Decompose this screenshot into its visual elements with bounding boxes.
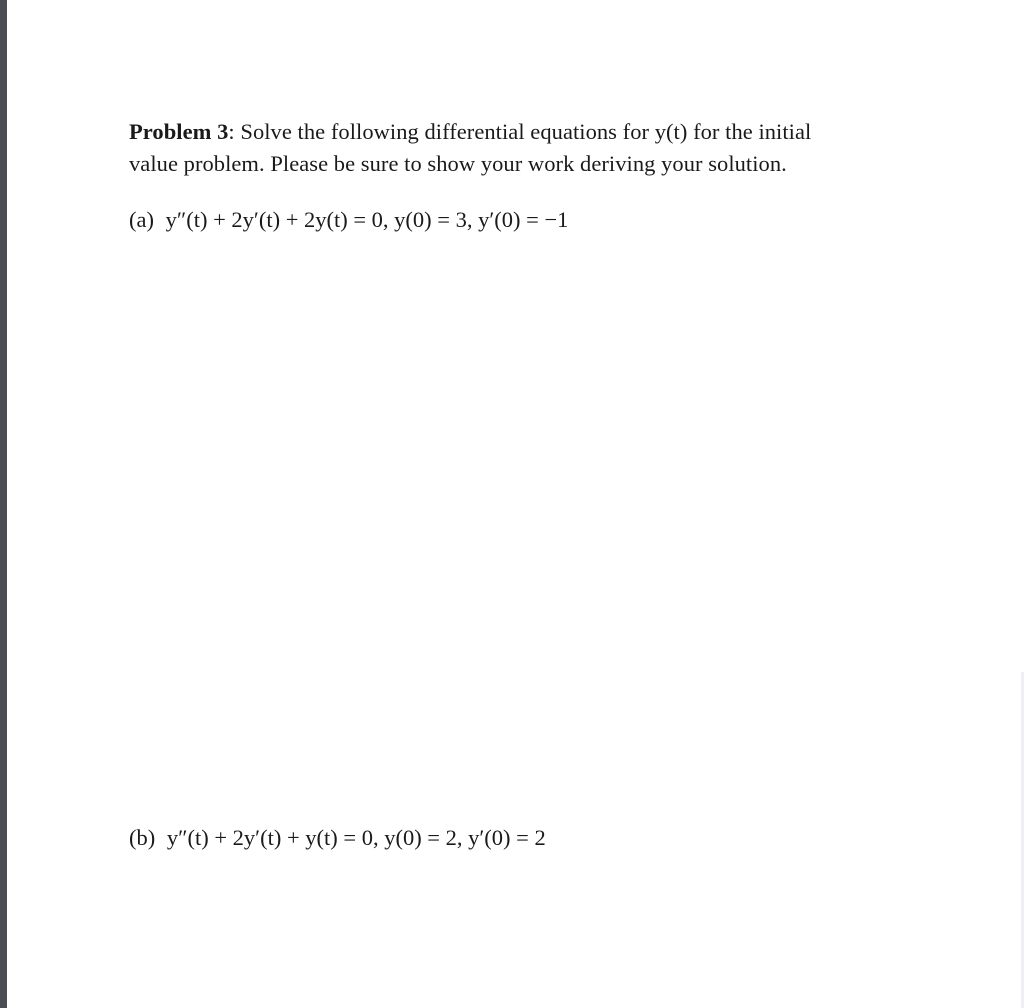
part-a-equation: y″(t) + 2y′(t) + 2y(t) = 0, y(0) = 3, y′(0) = −1: [165, 207, 569, 232]
problem-statement-line-1: : Solve the following differential equations for y(t) for the initial: [228, 119, 812, 144]
problem-heading: Problem 3: [129, 119, 229, 144]
problem-statement-line-2: value problem. Please be sure to show your work deriving your solution.: [129, 151, 787, 176]
problem-statement: [129, 116, 959, 180]
part-b-label: (b): [129, 825, 156, 850]
part-a: [129, 204, 568, 236]
part-b-equation: y″(t) + 2y′(t) + y(t) = 0, y(0) = 2, y′(0) = 2: [166, 825, 546, 850]
part-b: [129, 822, 546, 854]
part-a-label: (a): [129, 207, 154, 232]
